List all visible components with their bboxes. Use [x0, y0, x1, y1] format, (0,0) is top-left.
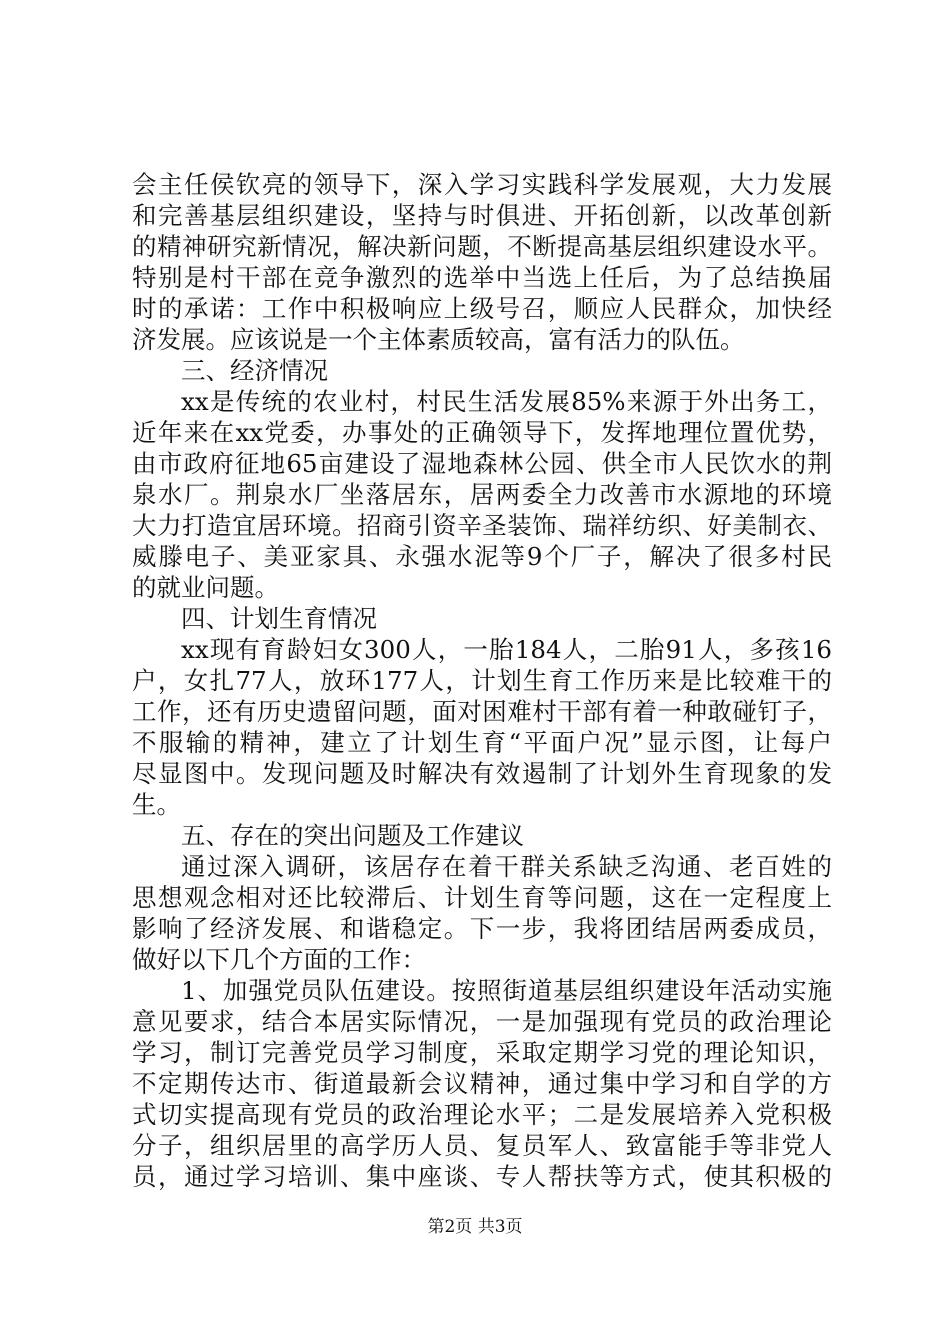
text-line: 威滕电子、美亚家具、永强水泥等9个厂子，解决了很多村民 — [132, 542, 832, 571]
text-line: 做好以下几个方面的工作： — [132, 945, 426, 974]
text-line: 通过深入调研，该居存在着干群关系缺乏沟通、老百姓的 — [181, 852, 832, 881]
text-line: 大力打造宜居环境。招商引资辛圣装饰、瑞祥纺织、好美制衣、 — [132, 511, 832, 540]
document-body — [132, 169, 832, 1192]
text-line: 的就业问题。 — [132, 573, 279, 602]
text-line: 学习，制订完善党员学习制度，采取定期学习党的理论知识， — [132, 1038, 832, 1067]
text-line: 意见要求，结合本居实际情况，一是加强现有党员的政治理论 — [132, 1007, 832, 1036]
text-line: 时的承诺：工作中积极响应上级号召，顺应人民群众，加快经 — [132, 294, 832, 323]
text-line: 和完善基层组织建设，坚持与时俱进、开拓创新，以改革创新 — [132, 201, 832, 230]
text-line: 不服输的精神，建立了计划生育“平面户况”显示图，让每户 — [132, 728, 832, 757]
text-line: 会主任侯钦亮的领导下，深入学习实践科学发展观，大力发展 — [132, 170, 832, 199]
text-line: 济发展。应该说是一个主体素质较高，富有活力的队伍。 — [132, 325, 745, 354]
text-line: 三、经济情况 — [181, 356, 328, 385]
text-line: 分子，组织居里的高学历人员、复员军人、致富能手等非党人 — [132, 1131, 832, 1160]
text-line: 不定期传达市、街道最新会议精神，通过集中学习和自学的方 — [132, 1069, 832, 1098]
text-line: 由市政府征地65亩建设了湿地森林公园、供全市人民饮水的荆 — [132, 449, 832, 478]
text-line: 的精神研究新情况，解决新问题，不断提高基层组织建设水平。 — [132, 232, 832, 261]
text-line: 泉水厂。荆泉水厂坐落居东，居两委全力改善市水源地的环境 — [132, 480, 832, 509]
page-footer: 第2页 共3页 — [427, 1217, 523, 1237]
text-line: 五、存在的突出问题及工作建议 — [181, 821, 524, 850]
text-line: 四、计划生育情况 — [181, 604, 377, 633]
text-line: 生。 — [132, 790, 181, 819]
text-line: 户，女扎77人，放环177人，计划生育工作历来是比较难干的 — [132, 666, 832, 695]
text-line: xx现有育龄妇女300人，一胎184人，二胎91人，多孩16 — [181, 635, 832, 664]
text-line: 式切实提高现有党员的政治理论水平；二是发展培养入党积极 — [132, 1100, 832, 1129]
text-line: 1、加强党员队伍建设。按照街道基层组织建设年活动实施 — [181, 976, 832, 1005]
text-line: 近年来在xx党委，办事处的正确领导下，发挥地理位置优势， — [132, 418, 832, 447]
text-line: 员，通过学习培训、集中座谈、专人帮扶等方式，使其积极的 — [132, 1162, 832, 1191]
text-line: 尽显图中。发现问题及时解决有效遏制了计划外生育现象的发 — [132, 759, 832, 788]
text-line: 影响了经济发展、和谐稳定。下一步，我将团结居两委成员， — [132, 914, 832, 943]
text-line: 工作，还有历史遗留问题，面对困难村干部有着一种敢碰钉子， — [132, 697, 832, 726]
text-line: 思想观念相对还比较滞后、计划生育等问题，这在一定程度上 — [132, 883, 832, 912]
text-line: 特别是村干部在竞争激烈的选举中当选上任后，为了总结换届 — [132, 263, 832, 292]
text-line: xx是传统的农业村，村民生活发展85%来源于外出务工， — [181, 387, 832, 416]
